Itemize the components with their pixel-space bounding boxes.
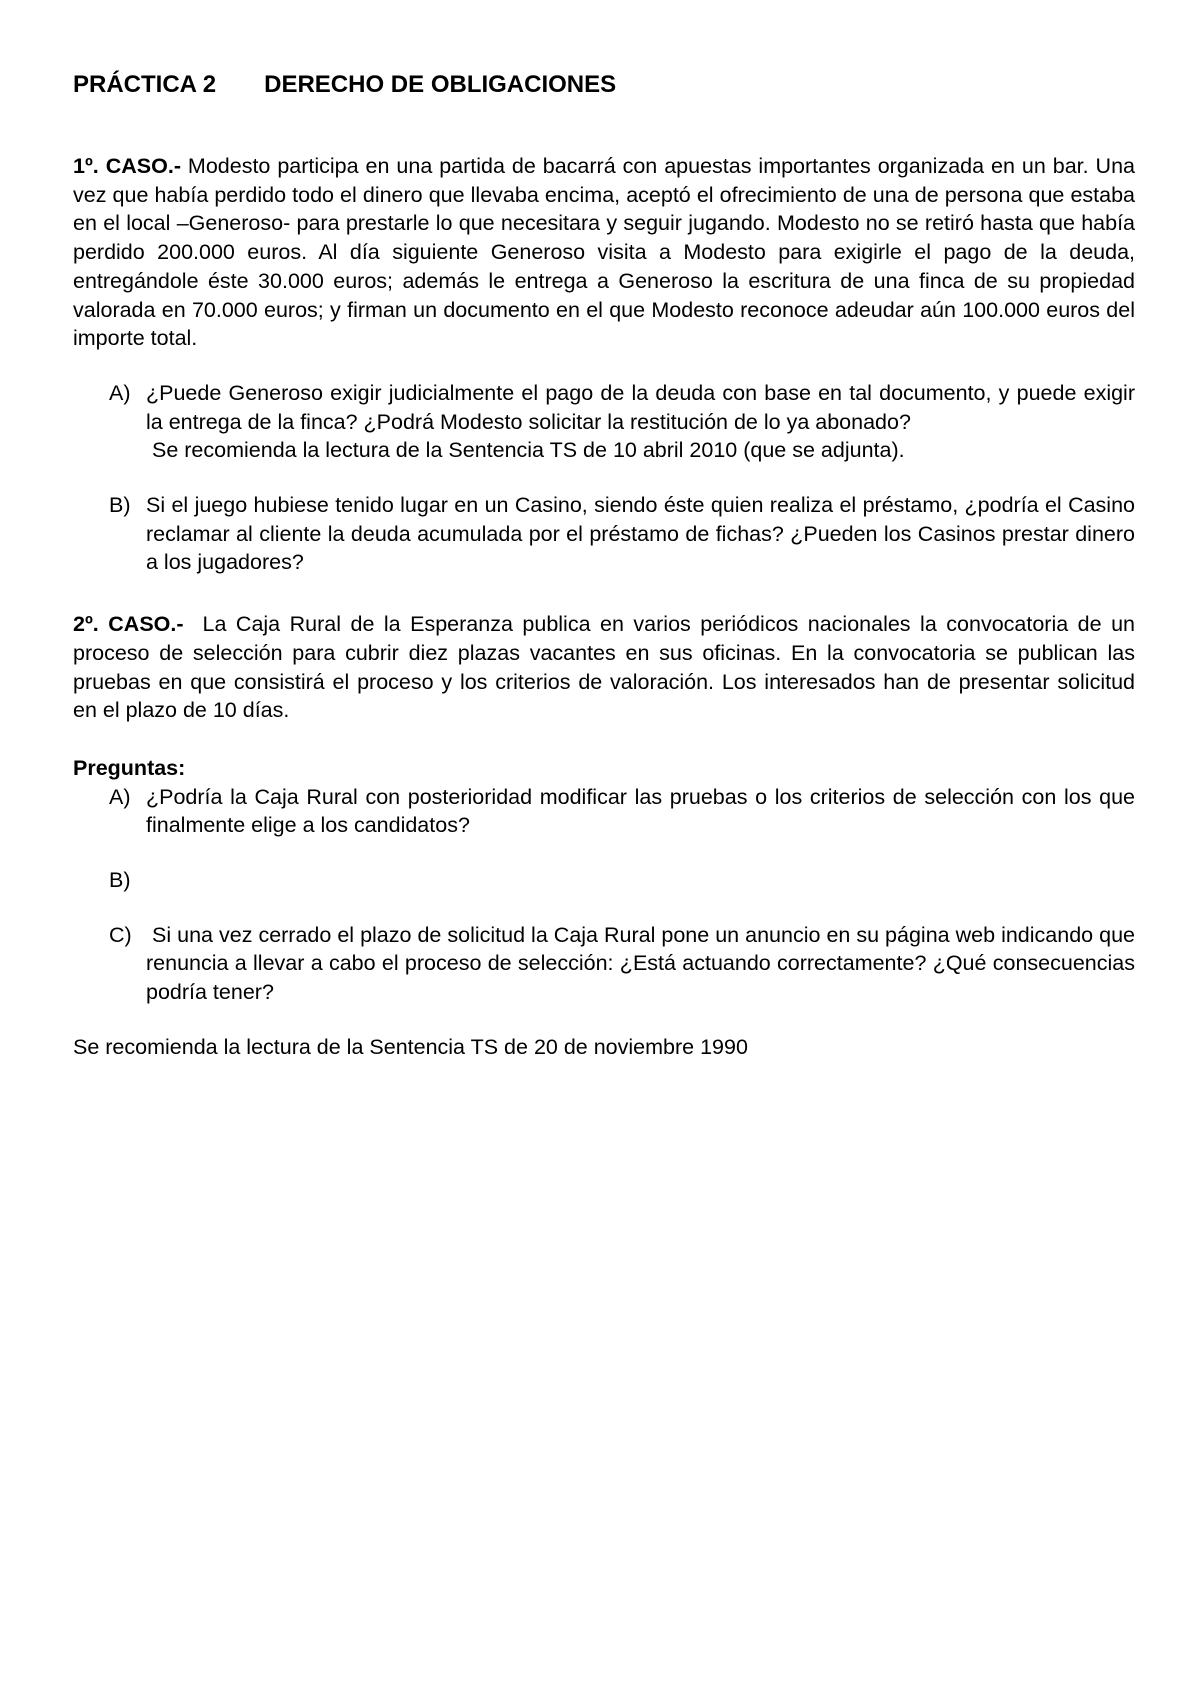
questions-heading: Preguntas: <box>73 755 186 780</box>
subject-title: DERECHO DE OBLIGACIONES <box>264 71 617 98</box>
case-1-heading: 1º. CASO.- <box>73 154 181 178</box>
case-2-heading: 2º. CASO.- <box>73 612 184 637</box>
question-text: Si el juego hubiese tenido lugar en un Casino, siendo éste quien realiza el préstamo, ¿podría el Casino reclamar al cliente la deuda acumulada por el préstamo de fichas? ¿Pueden los Casinos prestar dinero a los jugadores? <box>146 493 1135 575</box>
question-text: Si una vez cerrado el plazo de solicitud la Caja Rural pone un anuncio en su página web indicando que renuncia a llevar a cabo el proceso de selección: ¿Está actuando correctamente? ¿Qué consecuencias podría tener? <box>146 922 1141 1005</box>
case-1-question-list <box>73 379 1135 577</box>
question-text: ¿Podría la Caja Rural con posterioridad modificar las pruebas o los criterios de selección con los que finalmente elige a los candidatos? <box>146 784 1135 838</box>
page-title <box>73 70 1135 100</box>
case-1-question-a <box>73 379 1135 465</box>
question-marker: B) <box>109 493 131 518</box>
case-2-text: La Caja Rural de la Esperanza publica en varios periódicos nacionales la convocatoria de un proceso de selección para cubrir diez plazas vacantes en sus oficinas. En la convocatoria se publican las pruebas en que consistirá el proceso y los criterios de valoración. Los interesados han de presentar solicitud en el plazo de 10 días. <box>73 612 1141 723</box>
question-text: ¿Puede Generoso exigir judicialmente el pago de la deuda con base en tal documento, y puede exigir la entrega de la finca? ¿Podrá Modesto solicitar la restitución de lo ya abonado? <box>146 380 1135 434</box>
case-2-statement <box>73 610 1141 725</box>
case-1-question-b <box>73 491 1135 577</box>
closing-reading-recommendation: Se recomienda la lectura de la Sentencia TS de 20 de noviembre 1990 <box>73 1034 748 1059</box>
case-2-question-c <box>73 921 1141 1007</box>
reading-recommendation: Se recomienda la lectura de la Sentencia TS de 10 abril 2010 (que se adjunta). <box>152 438 905 463</box>
document-page <box>73 70 1141 1062</box>
case-2-question-a <box>73 783 1135 840</box>
case-1-text: Modesto participa en una partida de bacarrá con apuestas importantes organizada en un bar. Una vez que había perdido todo el dinero que llevaba encima, aceptó el ofrecimiento de una de persona que estaba en el local –Generoso- para prestarle lo que necesitara y seguir jugando. Modesto no se retiró hasta que había perdido 200.000 euros. Al día siguiente Generoso visita a Modesto para exigirle el pago de la deuda, entregándole éste 30.000 euros; además le entrega a Generoso la escritura de una finca de su propiedad valorada en 70.000 euros; y firman un documento en el que Modesto reconoce adeudar aún 100.000 euros del importe total. <box>73 154 1135 351</box>
question-marker: A) <box>109 380 131 405</box>
case-1-statement <box>73 152 1135 353</box>
question-marker: C) <box>109 922 132 947</box>
case-2-question-list <box>73 783 1141 1007</box>
question-marker: A) <box>109 784 131 809</box>
question-marker: B) <box>109 868 131 893</box>
case-2-question-b <box>73 866 1135 895</box>
practice-number: PRÁCTICA 2 <box>73 71 217 98</box>
